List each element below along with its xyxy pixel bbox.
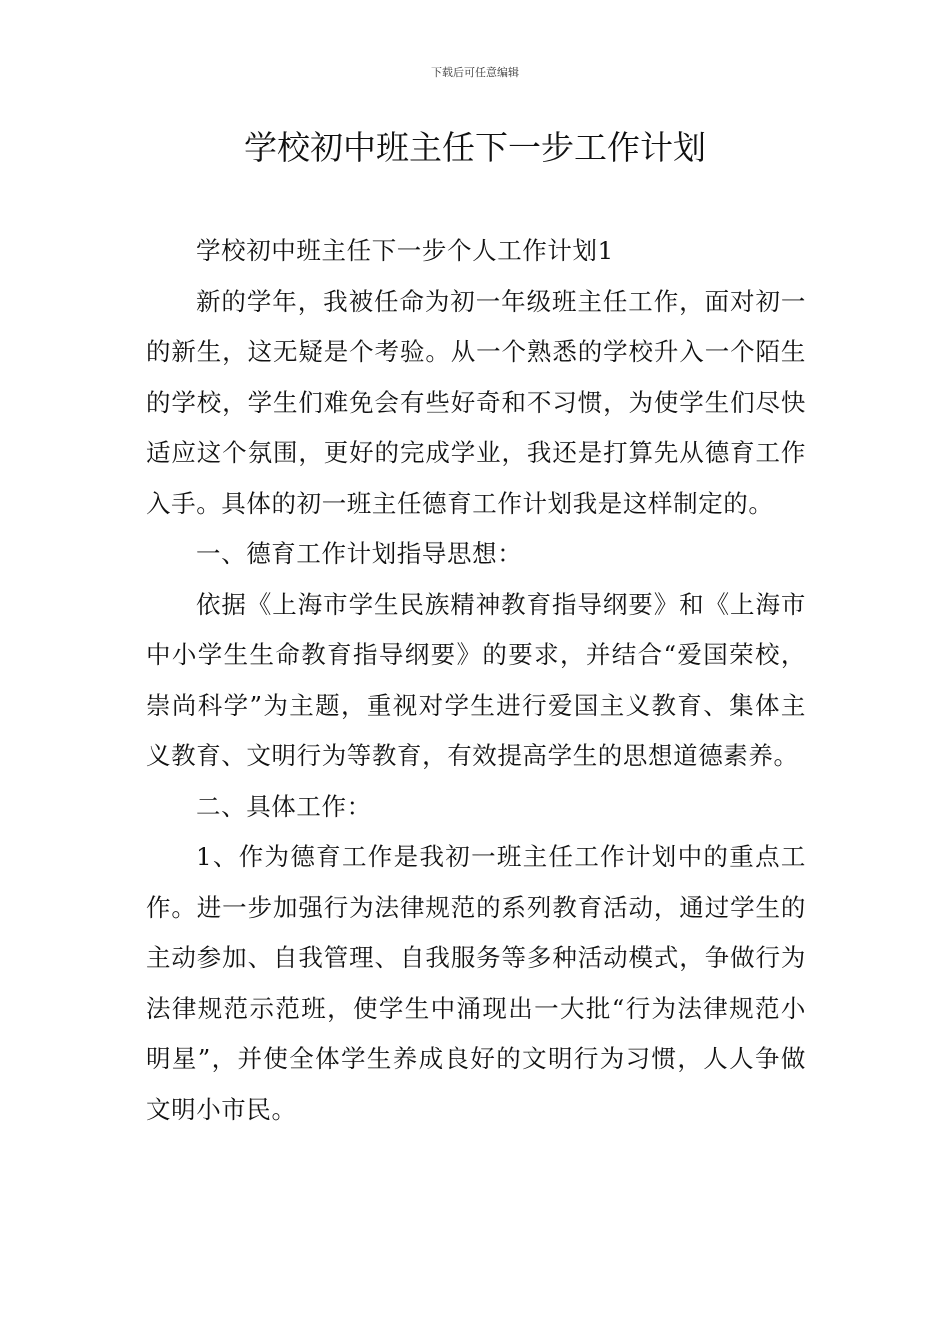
paragraph-guiding-ideology: 依据《上海市学生民族精神教育指导纲要》和《上海市中小学生生命教育指导纲要》的要求，并结合“爱国荣校，崇尚科学”为主题，重视对学生进行爱国主义教育、集体主义教育、文明行为等教育，有效提高学生的思想道德素养。: [146, 589, 806, 770]
paragraph-intro: 新的学年，我被任命为初一年级班主任工作，面对初一的新生，这无疑是个考验。从一个熟悉的学校升入一个陌生的学校，学生们难免会有些好奇和不习惯，为使学生们尽快适应这个氛围，更好的完成学业，我还是打算先从德育工作入手。具体的初一班主任德育工作计划我是这样制定的。: [146, 286, 806, 518]
section-subtitle: 学校初中班主任下一步个人工作计划1: [196, 236, 614, 265]
heading-guiding-ideology: 一、德育工作计划指导思想：: [196, 539, 523, 568]
header-note: 下载后可任意编辑: [431, 66, 519, 79]
paragraph-specific-work-1: 1、作为德育工作是我初一班主任工作计划中的重点工作。进一步加强行为法律规范的系列教育活动，通过学生的主动参加、自我管理、自我服务等多种活动模式，争做行为法律规范示范班，使学生中涌现出一大批“行为法律规范小明星”，并使全体学生养成良好的文明行为习惯，人人争做文明小市民。: [146, 842, 806, 1124]
heading-specific-work: 二、具体工作：: [196, 791, 372, 821]
document-title: 学校初中班主任下一步工作计划: [244, 128, 706, 167]
document-body: [146, 226, 806, 1135]
